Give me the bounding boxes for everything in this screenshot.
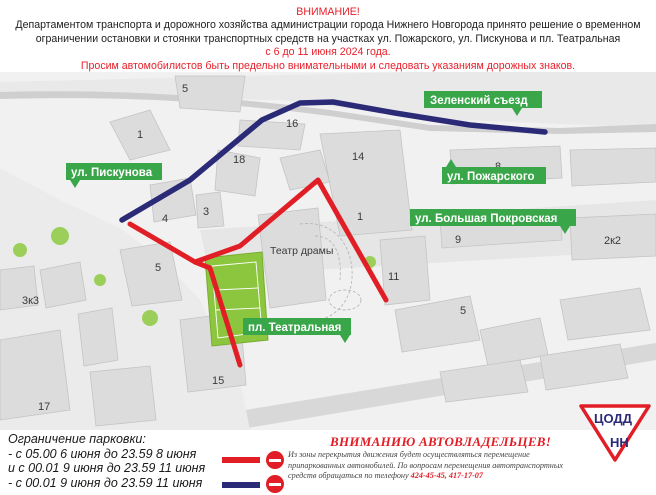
no-stopping-sign-icon: [266, 451, 284, 469]
red-route-swatch: [222, 457, 260, 463]
building-number: 2к2: [604, 235, 622, 247]
legend-title: Ограничение парковки:: [8, 432, 146, 446]
building-number: 9: [455, 234, 462, 246]
warning-title: ВНИМАНИЕ!: [296, 6, 360, 18]
svg-text:пл. Театральная: пл. Театральная: [248, 322, 342, 334]
logo-top-text: ЦОДД: [594, 411, 632, 426]
building-number: 5: [182, 83, 189, 95]
svg-text:ул. Пискунова: ул. Пискунова: [71, 167, 153, 179]
theatre-label: Театр драмы: [270, 245, 334, 257]
notice-phone: 424-45-45, 417-17-07: [410, 471, 483, 480]
building-number: 1: [137, 129, 144, 141]
legend-row-1: - с 05.00 6 июня до 23.59 8 июня: [8, 447, 197, 461]
building-number: 11: [388, 271, 400, 283]
notice-title: ВНИМАНИЮ АВТОВЛАДЕЛЬЦЕВ!: [330, 434, 552, 449]
header-dates: с 6 до 11 июня 2024 года.: [265, 46, 391, 59]
no-stopping-sign-icon: [266, 475, 284, 493]
header-line-1: Департаментом транспорта и дорожного хозяйства администрации города Нижнего Новгорода принято решение о временном: [15, 19, 641, 32]
legend-row-3: - с 00.01 9 июня до 23.59 11 июня: [8, 476, 203, 490]
header-line-2: ограничении остановки и стоянки транспортных средств на участках ул. Пожарского, ул. Пискунова и пл. Театральная: [35, 32, 621, 45]
legend-row-2: и с 00.01 9 июня до 23.59 11 июня: [8, 461, 206, 475]
building-number: 14: [352, 151, 365, 163]
building-number: 17: [38, 401, 51, 413]
header-appeal: Просим автомобилистов быть предельно внимательными и следовать указаниям дорожных знаков.: [80, 59, 576, 72]
notice-text: Из зоны перекрытия движения будет осуществляться перемещение припаркованных автомобилей. По вопросам перемещения автотранспортных средств обращаться по телефону: [288, 450, 564, 480]
street-map: [0, 72, 656, 430]
legend-footer: [0, 430, 656, 495]
svg-text:Зеленский съезд: Зеленский съезд: [430, 95, 528, 107]
building-number: 3: [203, 206, 210, 218]
building-number: 5: [155, 262, 162, 274]
building-number: 15: [212, 375, 225, 387]
notice-body: [288, 450, 578, 482]
building-number: 16: [286, 118, 299, 130]
codd-logo: [577, 402, 653, 462]
building-number: 3к3: [22, 295, 40, 307]
building-number: 4: [162, 213, 169, 225]
building-number: 1: [357, 211, 364, 223]
building-number: 18: [233, 154, 246, 166]
blue-route-swatch: [222, 482, 260, 488]
building-number: 5: [460, 305, 467, 317]
svg-text:ул. Большая Покровская: ул. Большая Покровская: [415, 213, 558, 225]
logo-bottom-text: НН: [610, 435, 629, 450]
svg-text:ул. Пожарского: ул. Пожарского: [447, 171, 535, 183]
notice-header: [0, 0, 656, 72]
